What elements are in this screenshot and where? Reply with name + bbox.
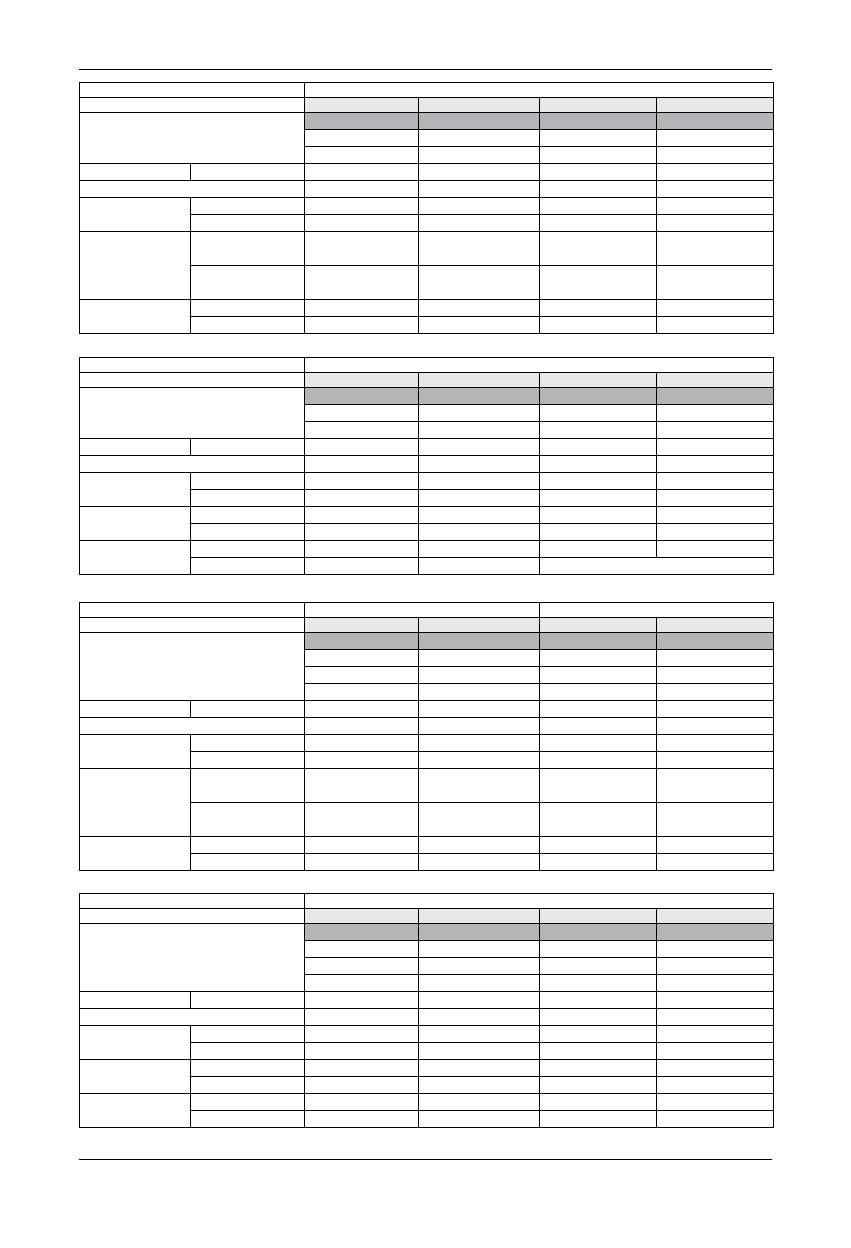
model-cell	[657, 909, 774, 924]
model-cell	[305, 618, 419, 633]
model-row-label	[80, 373, 305, 388]
value-cell	[305, 701, 419, 718]
table-header-value	[305, 894, 774, 909]
value-cell	[305, 1077, 419, 1094]
group-label	[80, 388, 305, 439]
value-cell	[540, 164, 657, 181]
sub-header-cell	[419, 388, 540, 405]
value-cell	[657, 718, 774, 735]
value-cell	[419, 147, 540, 164]
value-cell	[419, 975, 540, 992]
sub-header-cell	[540, 388, 657, 405]
row-sublabel	[191, 473, 305, 490]
row-label	[80, 164, 191, 181]
value-cell	[540, 769, 657, 803]
value-cell	[305, 456, 419, 473]
table-header-label	[80, 603, 305, 618]
row-sublabel	[191, 769, 305, 803]
value-cell	[305, 558, 419, 575]
model-cell	[305, 98, 419, 113]
group-label	[80, 1026, 191, 1060]
sub-header-cell	[419, 113, 540, 130]
value-cell	[657, 1026, 774, 1043]
value-cell	[657, 473, 774, 490]
value-cell	[540, 422, 657, 439]
value-cell	[305, 667, 419, 684]
value-cell	[419, 422, 540, 439]
value-cell	[657, 164, 774, 181]
value-cell	[419, 1111, 540, 1128]
value-cell	[657, 941, 774, 958]
value-cell	[657, 975, 774, 992]
sub-header-cell	[657, 113, 774, 130]
value-cell	[419, 198, 540, 215]
model-cell	[657, 98, 774, 113]
value-cell	[419, 958, 540, 975]
value-cell	[419, 266, 540, 300]
value-cell	[419, 232, 540, 266]
model-cell	[540, 373, 657, 388]
group-label	[80, 198, 191, 232]
value-cell	[657, 456, 774, 473]
value-cell	[305, 1043, 419, 1060]
row-sublabel	[191, 803, 305, 837]
value-cell	[540, 1060, 657, 1077]
group-label	[80, 232, 191, 300]
value-cell	[305, 541, 419, 558]
row-sublabel	[191, 854, 305, 871]
value-cell	[540, 941, 657, 958]
value-cell	[305, 735, 419, 752]
model-cell	[657, 373, 774, 388]
row-sublabel	[191, 164, 305, 181]
value-cell	[540, 541, 657, 558]
footer-rule	[79, 1159, 772, 1160]
value-cell	[419, 803, 540, 837]
model-row-label	[80, 618, 305, 633]
row-sublabel	[191, 837, 305, 854]
value-cell	[419, 1026, 540, 1043]
value-cell	[419, 992, 540, 1009]
spec-table-2	[79, 357, 774, 575]
value-cell	[657, 1094, 774, 1111]
sub-header-cell	[305, 388, 419, 405]
value-cell	[540, 130, 657, 147]
value-cell	[657, 752, 774, 769]
value-cell	[657, 803, 774, 837]
value-cell	[305, 473, 419, 490]
value-cell	[540, 650, 657, 667]
value-cell	[657, 215, 774, 232]
value-cell	[540, 854, 657, 871]
value-cell	[305, 650, 419, 667]
row-sublabel	[191, 541, 305, 558]
value-cell	[305, 300, 419, 317]
value-cell	[419, 718, 540, 735]
value-cell	[305, 684, 419, 701]
value-cell	[305, 507, 419, 524]
model-row-label	[80, 909, 305, 924]
value-cell	[419, 181, 540, 198]
value-cell	[419, 164, 540, 181]
value-cell	[305, 181, 419, 198]
sub-header-cell	[419, 924, 540, 941]
value-cell	[305, 941, 419, 958]
value-cell	[419, 854, 540, 871]
value-cell	[419, 769, 540, 803]
row-label	[80, 456, 305, 473]
value-cell	[540, 266, 657, 300]
model-cell	[540, 909, 657, 924]
value-cell	[305, 490, 419, 507]
row-sublabel	[191, 1111, 305, 1128]
model-row-label	[80, 98, 305, 113]
row-label	[80, 701, 191, 718]
value-cell	[305, 752, 419, 769]
sub-header-cell	[657, 388, 774, 405]
value-cell	[419, 541, 540, 558]
sub-header-cell	[657, 924, 774, 941]
value-cell	[305, 405, 419, 422]
value-cell	[419, 1077, 540, 1094]
value-cell	[305, 1094, 419, 1111]
table-header-label	[80, 83, 305, 98]
spec-table-1	[79, 82, 774, 334]
value-cell	[419, 439, 540, 456]
value-cell	[657, 147, 774, 164]
row-sublabel	[191, 524, 305, 541]
row-sublabel	[191, 266, 305, 300]
group-label	[80, 300, 191, 334]
value-cell	[305, 1060, 419, 1077]
value-cell	[305, 769, 419, 803]
value-cell	[540, 473, 657, 490]
sub-header-cell	[657, 633, 774, 650]
value-cell	[540, 1009, 657, 1026]
value-cell	[305, 992, 419, 1009]
value-cell	[305, 147, 419, 164]
value-cell	[419, 752, 540, 769]
value-cell	[540, 803, 657, 837]
value-cell	[305, 524, 419, 541]
value-cell	[657, 958, 774, 975]
model-cell	[419, 618, 540, 633]
value-cell	[657, 439, 774, 456]
value-cell	[305, 198, 419, 215]
value-cell	[305, 1026, 419, 1043]
row-label	[80, 181, 305, 198]
value-cell	[657, 507, 774, 524]
value-cell	[419, 507, 540, 524]
value-cell	[657, 181, 774, 198]
value-cell	[540, 735, 657, 752]
spec-table-4	[79, 893, 774, 1128]
value-cell	[540, 215, 657, 232]
value-cell	[419, 558, 540, 575]
group-label	[80, 1094, 191, 1128]
row-sublabel	[191, 215, 305, 232]
group-label	[80, 113, 305, 164]
group-label	[80, 837, 191, 871]
value-cell	[305, 215, 419, 232]
row-sublabel	[191, 735, 305, 752]
value-cell	[419, 837, 540, 854]
row-sublabel	[191, 317, 305, 334]
value-cell	[540, 181, 657, 198]
value-cell	[540, 405, 657, 422]
row-sublabel	[191, 439, 305, 456]
row-sublabel	[191, 300, 305, 317]
value-cell	[419, 1009, 540, 1026]
value-cell	[419, 405, 540, 422]
value-cell	[540, 456, 657, 473]
sub-header-cell	[419, 633, 540, 650]
model-cell	[305, 373, 419, 388]
group-label	[80, 633, 305, 701]
sub-header-cell	[540, 924, 657, 941]
value-cell	[540, 837, 657, 854]
value-cell	[657, 854, 774, 871]
model-cell	[540, 98, 657, 113]
value-cell	[419, 456, 540, 473]
header-rule	[79, 69, 772, 70]
value-cell	[419, 650, 540, 667]
value-cell	[540, 439, 657, 456]
value-cell	[305, 1009, 419, 1026]
row-label	[80, 718, 305, 735]
value-cell	[657, 490, 774, 507]
value-cell	[540, 198, 657, 215]
row-sublabel	[191, 507, 305, 524]
value-cell	[540, 1043, 657, 1060]
group-label	[80, 541, 191, 575]
table-header-value	[305, 83, 774, 98]
row-label	[80, 439, 191, 456]
value-cell	[657, 300, 774, 317]
value-cell	[305, 718, 419, 735]
value-cell	[540, 1111, 657, 1128]
table-header-value	[305, 358, 774, 373]
model-cell	[419, 98, 540, 113]
value-cell	[419, 1094, 540, 1111]
value-cell	[657, 650, 774, 667]
model-cell	[305, 909, 419, 924]
value-cell	[657, 1111, 774, 1128]
value-cell	[419, 300, 540, 317]
value-cell	[657, 1043, 774, 1060]
value-cell	[657, 992, 774, 1009]
value-cell	[540, 992, 657, 1009]
value-cell	[540, 1026, 657, 1043]
value-cell	[419, 524, 540, 541]
model-cell	[657, 618, 774, 633]
value-cell	[540, 718, 657, 735]
value-cell	[419, 130, 540, 147]
row-sublabel	[191, 232, 305, 266]
value-cell	[540, 317, 657, 334]
merged-value-cell	[540, 558, 774, 575]
group-label	[80, 924, 305, 992]
row-sublabel	[191, 1060, 305, 1077]
value-cell	[657, 667, 774, 684]
value-cell	[657, 541, 774, 558]
sub-header-cell	[540, 633, 657, 650]
value-cell	[305, 317, 419, 334]
group-label	[80, 1060, 191, 1094]
value-cell	[657, 130, 774, 147]
value-cell	[419, 1060, 540, 1077]
value-cell	[540, 1077, 657, 1094]
model-cell	[419, 909, 540, 924]
row-sublabel	[191, 1077, 305, 1094]
value-cell	[657, 198, 774, 215]
value-cell	[305, 958, 419, 975]
value-cell	[419, 317, 540, 334]
value-cell	[657, 232, 774, 266]
value-cell	[540, 147, 657, 164]
value-cell	[540, 752, 657, 769]
value-cell	[657, 524, 774, 541]
value-cell	[419, 941, 540, 958]
value-cell	[657, 422, 774, 439]
value-cell	[657, 735, 774, 752]
table-header-value	[540, 603, 774, 618]
value-cell	[657, 701, 774, 718]
value-cell	[540, 975, 657, 992]
value-cell	[305, 164, 419, 181]
value-cell	[419, 684, 540, 701]
group-label	[80, 769, 191, 837]
value-cell	[305, 1111, 419, 1128]
value-cell	[540, 232, 657, 266]
row-sublabel	[191, 490, 305, 507]
spec-table-3	[79, 602, 774, 871]
row-sublabel	[191, 1026, 305, 1043]
value-cell	[657, 684, 774, 701]
value-cell	[657, 1060, 774, 1077]
value-cell	[305, 266, 419, 300]
value-cell	[419, 667, 540, 684]
row-sublabel	[191, 1043, 305, 1060]
value-cell	[305, 422, 419, 439]
row-sublabel	[191, 558, 305, 575]
value-cell	[419, 701, 540, 718]
value-cell	[540, 490, 657, 507]
value-cell	[657, 1077, 774, 1094]
value-cell	[540, 1094, 657, 1111]
value-cell	[540, 524, 657, 541]
value-cell	[540, 701, 657, 718]
sub-header-cell	[305, 113, 419, 130]
value-cell	[657, 769, 774, 803]
value-cell	[540, 507, 657, 524]
value-cell	[305, 232, 419, 266]
value-cell	[305, 803, 419, 837]
value-cell	[657, 837, 774, 854]
table-header-label	[80, 894, 305, 909]
model-cell	[540, 618, 657, 633]
value-cell	[419, 473, 540, 490]
value-cell	[305, 130, 419, 147]
value-cell	[657, 317, 774, 334]
value-cell	[419, 215, 540, 232]
row-sublabel	[191, 1094, 305, 1111]
group-label	[80, 735, 191, 769]
value-cell	[305, 975, 419, 992]
value-cell	[419, 490, 540, 507]
row-label	[80, 1009, 305, 1026]
value-cell	[657, 1009, 774, 1026]
sub-header-cell	[305, 924, 419, 941]
value-cell	[305, 837, 419, 854]
group-label	[80, 507, 191, 541]
row-sublabel	[191, 752, 305, 769]
value-cell	[540, 300, 657, 317]
row-sublabel	[191, 198, 305, 215]
value-cell	[540, 684, 657, 701]
value-cell	[419, 1043, 540, 1060]
table-header-label	[80, 358, 305, 373]
value-cell	[540, 958, 657, 975]
row-label	[80, 992, 191, 1009]
sub-header-cell	[305, 633, 419, 650]
value-cell	[419, 735, 540, 752]
value-cell	[657, 405, 774, 422]
sub-header-cell	[540, 113, 657, 130]
row-sublabel	[191, 992, 305, 1009]
value-cell	[540, 667, 657, 684]
table-header-value	[305, 603, 540, 618]
model-cell	[419, 373, 540, 388]
value-cell	[657, 266, 774, 300]
value-cell	[305, 439, 419, 456]
value-cell	[305, 854, 419, 871]
group-label	[80, 473, 191, 507]
row-sublabel	[191, 701, 305, 718]
